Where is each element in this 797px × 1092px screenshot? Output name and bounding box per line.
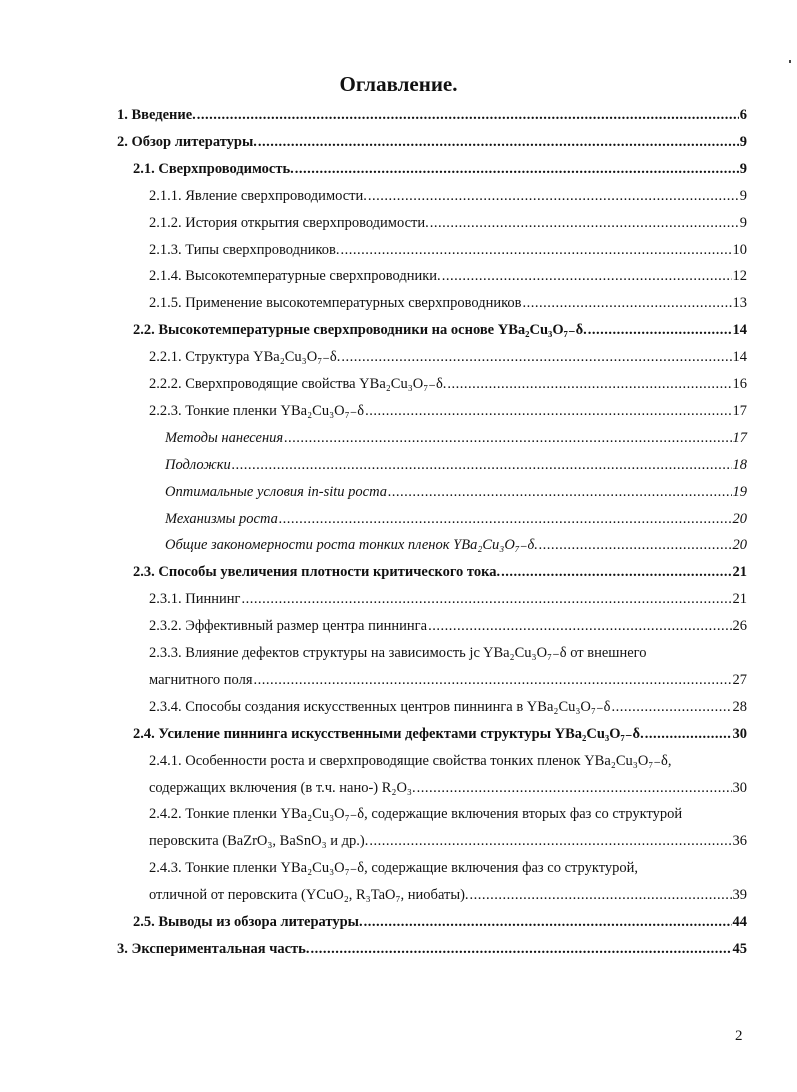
dot-leader: [428, 616, 731, 636]
dot-leader: [295, 159, 739, 179]
toc-entry[interactable]: [133, 912, 747, 932]
toc-entry-title: 2.3.2. Эффективный размер центра пиннинга: [149, 618, 428, 635]
toc-entry-page: 14: [732, 349, 747, 366]
toc-entry-page: 19: [732, 483, 747, 500]
toc-entry[interactable]: [117, 105, 747, 125]
dot-leader: [470, 885, 732, 905]
dot-leader: [310, 939, 731, 959]
toc-entry-title: 2.3.4. Способы создания искусственных центров пиннинга в YBa₂Cu₃O₇₋δ: [149, 698, 611, 715]
toc-entry[interactable]: [149, 186, 747, 206]
toc-entry[interactable]: [133, 724, 747, 744]
toc-entry-page: 17: [732, 402, 747, 419]
dot-leader: [341, 347, 731, 367]
toc-entry-title: 2.1.5. Применение высокотемпературных сверхпроводников: [149, 295, 522, 312]
toc-entry-page: 26: [732, 618, 747, 635]
toc-entry[interactable]: [149, 293, 747, 313]
dot-leader: [279, 509, 732, 529]
toc-entry[interactable]: [133, 159, 747, 179]
toc-entry-page: 16: [732, 376, 747, 392]
dot-leader: [417, 778, 732, 798]
toc-entry-page: 20: [732, 537, 747, 554]
toc-entry[interactable]: [149, 589, 747, 609]
toc-entry-page: 18: [732, 456, 747, 473]
dot-leader: [368, 186, 739, 206]
toc-entry-title: 3. Экспериментальная часть.: [117, 940, 310, 957]
dot-leader: [539, 535, 732, 555]
toc-entry-page: 17: [732, 429, 747, 446]
toc-entry-title: Общие закономерности роста тонких пленок YBa₂Cu₃O₇₋δ.: [165, 537, 538, 554]
toc-entry-title: отличной от перовскита (YCuO₂, R₃TaO₇, ниобаты).: [149, 887, 469, 904]
dot-leader: [232, 455, 732, 475]
toc-entry[interactable]: [165, 428, 747, 448]
toc-entry-page: 13: [732, 295, 747, 312]
toc-entry[interactable]: [117, 939, 747, 959]
toc-entry-title: Оптимальные условия in-situ роста: [165, 483, 387, 500]
dot-leader: [197, 105, 739, 125]
toc-entry[interactable]: [165, 509, 747, 529]
dot-leader: [645, 724, 732, 744]
toc-entry[interactable]: [149, 616, 747, 636]
toc-title: Оглавление.: [339, 72, 458, 96]
toc-entry-page: 30: [732, 725, 747, 742]
toc-entry[interactable]: [149, 213, 747, 233]
toc-entry[interactable]: [149, 670, 747, 690]
toc-entry-page: 21: [732, 591, 747, 608]
toc-entry-first-line: 2.3.3. Влияние дефектов структуры на зависимость jc YBa₂Cu₃O₇₋δ от внешнего: [149, 645, 647, 661]
toc-entry-title: 2.1.1. Явление сверхпроводимости.: [149, 187, 367, 204]
toc-entry-page: 9: [739, 133, 747, 150]
toc-entry-title: 2.2.3. Тонкие пленки YBa₂Cu₃O₇₋δ: [149, 402, 365, 419]
toc-entry-page: 28: [732, 698, 747, 715]
dot-leader: [501, 562, 731, 582]
toc-entry[interactable]: [165, 535, 747, 555]
dot-leader: [611, 697, 731, 717]
dot-leader: [388, 482, 732, 502]
toc-entry-title: Механизмы роста: [165, 510, 278, 527]
toc-entry-page: 27: [732, 671, 747, 688]
dot-leader: [430, 213, 739, 233]
toc-entry-title: 2.2.2. Сверхпроводящие свойства YBa₂Cu₃O₇₋δ.: [149, 376, 447, 392]
toc-entry-page: 12: [732, 268, 747, 285]
toc-entry-page: 6: [739, 107, 747, 123]
toc-entry-title: перовскита (BaZrO₃, BaSnO₃ и др.).: [149, 833, 369, 850]
dot-leader: [241, 589, 731, 609]
toc-entry-page: 20: [732, 510, 747, 527]
dot-leader: [258, 132, 739, 152]
toc-entry[interactable]: [149, 266, 747, 286]
toc-entry-page: 14: [732, 322, 747, 339]
toc-entry-title: 2.5. Выводы из обзора литературы.: [133, 914, 363, 930]
dot-leader: [588, 320, 732, 340]
toc-entry-title: 2.3. Способы увеличения плотности критического тока.: [133, 564, 501, 581]
dot-leader: [447, 374, 731, 394]
dot-leader: [364, 912, 732, 932]
scan-mark: [789, 60, 791, 63]
toc-entry[interactable]: [149, 778, 747, 798]
toc-entry-title: 2.4. Усиление пиннинга искусственными дефектами структуры YBa₂Cu₃O₇₋δ.: [133, 725, 644, 742]
toc-entry-page: 39: [732, 887, 747, 904]
dot-leader: [442, 266, 732, 286]
toc-entry[interactable]: [133, 562, 747, 582]
toc-entry-page: 21: [732, 564, 747, 581]
toc-entry[interactable]: [149, 697, 747, 717]
dot-leader: [254, 670, 732, 690]
page-number: 2: [735, 1028, 743, 1044]
toc-entry-page: 10: [732, 241, 747, 258]
toc-entry-title: 2.2. Высокотемпературные сверхпроводники на основе YBa₂Cu₃O₇₋δ.: [133, 322, 587, 339]
toc-entry-page: 30: [732, 779, 747, 796]
toc-entry-title: 2.3.1. Пиннинг: [149, 591, 241, 608]
dot-leader: [365, 401, 731, 421]
toc-entry[interactable]: [149, 240, 747, 260]
dot-leader: [341, 240, 732, 260]
dot-leader: [523, 293, 732, 313]
toc-entry-title: 2.1.3. Типы сверхпроводников.: [149, 241, 340, 258]
toc-entry-page: 45: [732, 940, 747, 957]
toc-entry-page: 36: [732, 833, 747, 850]
toc-entry-title: 1. Введение.: [117, 107, 196, 123]
toc-entry-title: 2.2.1. Структура YBa₂Cu₃O₇₋δ.: [149, 349, 341, 366]
toc-entry-title: содержащих включения (в т.ч. нано-) R₂O₃.: [149, 779, 416, 796]
toc-entry-first-line: 2.4.1. Особенности роста и сверхпроводящие свойства тонких пленок YBa₂Cu₃O₇₋δ,: [149, 752, 672, 769]
dot-leader: [369, 831, 731, 851]
toc-entry[interactable]: [149, 885, 747, 905]
toc-entry-title: Подложки: [165, 456, 231, 473]
toc-entry-title: магнитного поля: [149, 671, 253, 688]
dot-leader: [284, 428, 731, 448]
toc-entry[interactable]: [149, 374, 747, 394]
toc-entry-title: 2.1.2. История открытия сверхпроводимости.: [149, 214, 429, 231]
toc-entry[interactable]: [149, 347, 747, 367]
toc-entry-title: 2.1.4. Высокотемпературные сверхпроводники.: [149, 268, 441, 285]
toc-entry-title: 2.1. Сверхпроводимость.: [133, 160, 294, 177]
toc-entry-page: 9: [739, 160, 747, 177]
toc-entry[interactable]: [165, 455, 747, 475]
toc-entry[interactable]: [133, 320, 747, 340]
toc-entry[interactable]: [149, 831, 747, 851]
toc-entry-first-line: 2.4.2. Тонкие пленки YBa₂Cu₃O₇₋δ, содержащие включения вторых фаз со структурой: [149, 806, 683, 823]
toc-entry-title: Методы нанесения: [165, 429, 284, 446]
toc-entry-title: 2. Обзор литературы.: [117, 133, 257, 150]
toc-entry-page: 9: [739, 214, 747, 231]
toc-entry-page: 44: [732, 914, 747, 930]
toc-entry-first-line: 2.4.3. Тонкие пленки YBa₂Cu₃O₇₋δ, содержащие включения фаз со структурой,: [149, 860, 638, 877]
toc-entry[interactable]: [149, 401, 747, 421]
toc-entry[interactable]: [165, 482, 747, 502]
toc-entry-page: 9: [739, 187, 747, 204]
toc-entry[interactable]: [117, 132, 747, 152]
